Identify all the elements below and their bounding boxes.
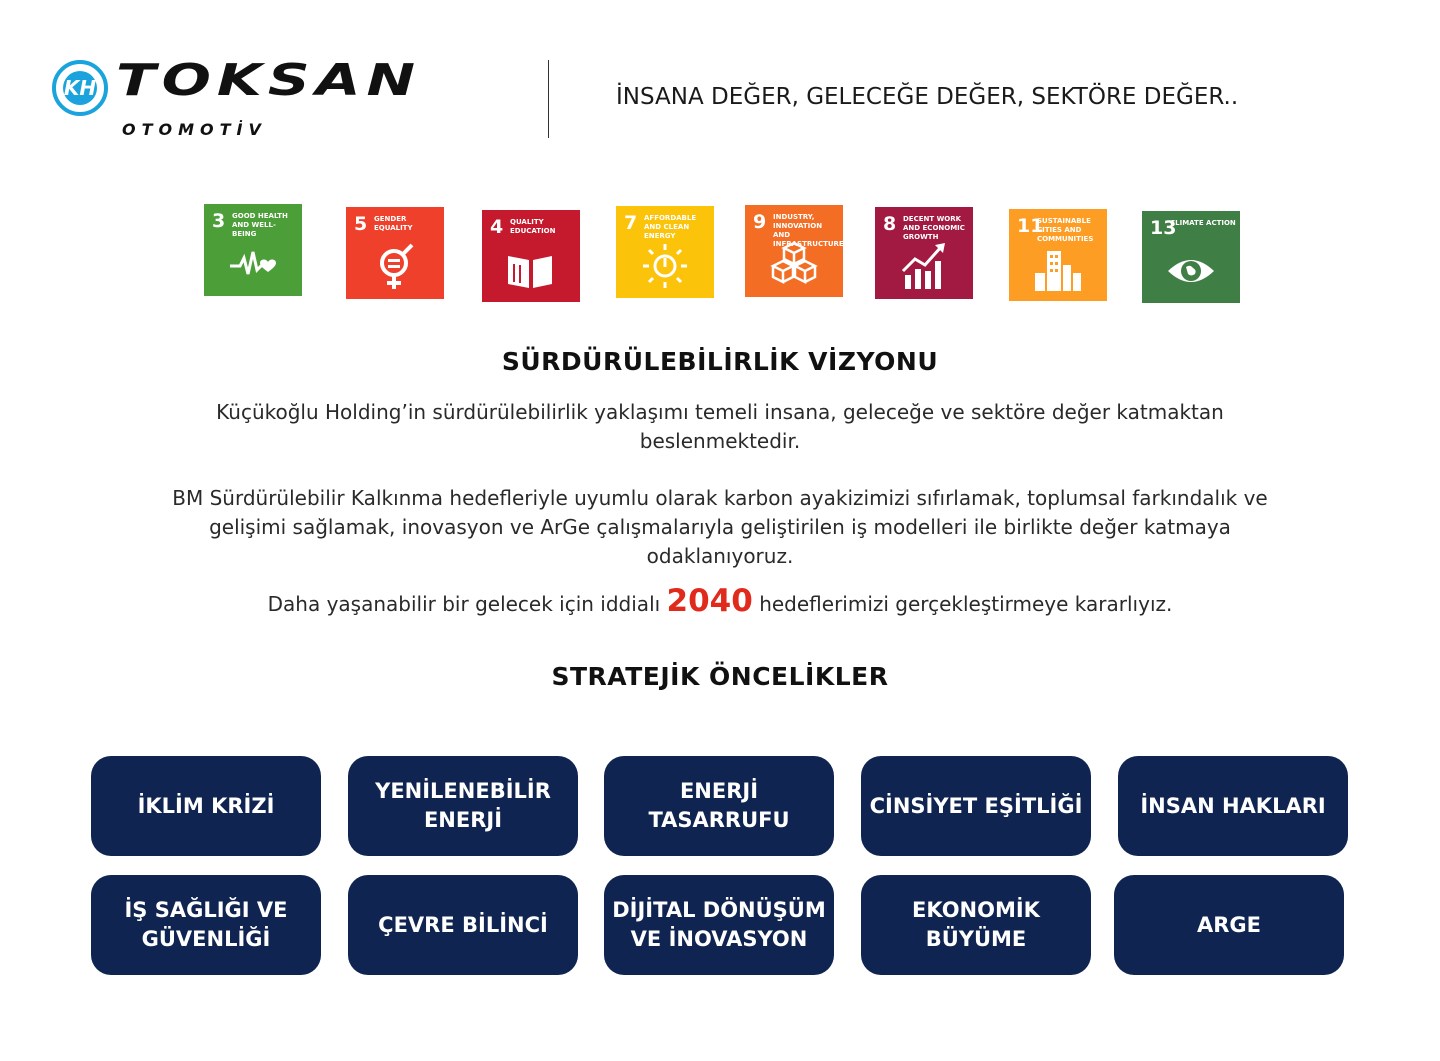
sdg-11-tile: [1009, 209, 1107, 301]
sdg-caption: INDUSTRY, INNOVATION AND INFRASTRUCTURE: [773, 213, 844, 248]
vision-title: SÜRDÜRÜLEBİLİRLİK VİZYONU: [501, 347, 939, 376]
company-logo: [52, 56, 472, 146]
sdg-icons-row: [0, 0, 1440, 320]
sdg-3-tile: [204, 204, 302, 296]
priority-card-economy: EKONOMİK BÜYÜME: [861, 875, 1091, 975]
vision-paragraph-2: BM Sürdürülebilir Kalkınma hedefleriyle uyumlu olarak karbon ayakizimizi sıfırlamak, toplumsal farkındalık ve gelişimi sağlamak, inovasyon ve ArGe çalışmalarıyla geliştirilen iş modelleri ile birlikte değer katmaya odaklanıyoruz.: [172, 486, 1268, 568]
sdg-caption: GENDER EQUALITY: [374, 215, 413, 232]
sdg-number: 5: [354, 213, 368, 235]
priority-card-digital: DİJİTAL DÖNÜŞÜM VE İNOVASYON: [604, 875, 834, 975]
sdg-number: 11: [1017, 215, 1044, 237]
target-year: 2040: [666, 583, 753, 619]
sdg-number: 8: [883, 213, 897, 235]
sdg-number: 7: [624, 212, 638, 234]
logo-mark-icon: KH: [52, 60, 108, 116]
sdg-9-tile: [745, 205, 843, 297]
priority-card-environment: ÇEVRE BİLİNCİ: [348, 875, 578, 975]
sdg-caption: CLIMATE ACTION: [1170, 219, 1236, 227]
sdg-caption: GOOD HEALTH AND WELL-BEING: [232, 212, 288, 238]
eye-globe-icon: [1166, 245, 1216, 295]
book-icon: [506, 244, 556, 294]
sdg-8-tile: [875, 207, 973, 299]
logo-subtitle: OTOMOTİV: [122, 120, 267, 139]
vision-paragraph-1: Küçükoğlu Holding’in sürdürülebilirlik yaklaşımı temeli insana, geleceğe ve sektöre değer katmaktan beslenmektedir.: [216, 400, 1224, 453]
sdg-caption: AFFORDABLE AND CLEAN ENERGY: [644, 214, 697, 240]
growth-chart-icon: [899, 241, 949, 291]
priority-card-gender: CİNSİYET EŞİTLİĞİ: [861, 756, 1091, 856]
sdg-13-tile: [1142, 211, 1240, 303]
slogan: İNSANA DEĞER, GELECEĞE DEĞER, SEKTÖRE DEĞER..: [616, 84, 1239, 110]
sdg-number: 13: [1150, 217, 1177, 239]
sdg-7-tile: [616, 206, 714, 298]
header-divider: [548, 60, 549, 138]
cubes-icon: [769, 239, 819, 289]
power-icon: [640, 240, 690, 290]
sdg-5-tile: [346, 207, 444, 299]
priorities-title: STRATEJİK ÖNCELİKLER: [551, 662, 889, 691]
priority-card-renewable: YENİLENEBİLİR ENERJİ: [348, 756, 578, 856]
logo-wordmark: TOKSAN: [116, 54, 422, 106]
city-icon: [1033, 243, 1083, 293]
target-text-after: hedeflerimizi gerçekleştirmeye kararlıyız.: [759, 592, 1173, 616]
gender-equality-icon: [370, 241, 420, 291]
sdg-caption: QUALITY EDUCATION: [510, 218, 556, 235]
sdg-number: 4: [490, 216, 504, 238]
priority-card-rnd: ARGE: [1114, 875, 1344, 975]
sdg-caption: DECENT WORK AND ECONOMIC GROWTH: [903, 215, 965, 241]
priority-card-energy-saving: ENERJİ TASARRUFU: [604, 756, 834, 856]
priority-card-human-rights: İNSAN HAKLARI: [1118, 756, 1348, 856]
target-text-before: Daha yaşanabilir bir gelecek için iddialı: [267, 592, 661, 616]
priority-card-ohs: İŞ SAĞLIĞI VE GÜVENLİĞİ: [91, 875, 321, 975]
sdg-caption: SUSTAINABLE CITIES AND COMMUNITIES: [1037, 217, 1094, 243]
priority-card-climate: İKLİM KRİZİ: [91, 756, 321, 856]
vision-paragraph-3: [160, 583, 1280, 619]
sdg-number: 9: [753, 211, 767, 233]
heartbeat-icon: [228, 238, 278, 288]
sdg-number: 3: [212, 210, 226, 232]
sdg-4-tile: [482, 210, 580, 302]
